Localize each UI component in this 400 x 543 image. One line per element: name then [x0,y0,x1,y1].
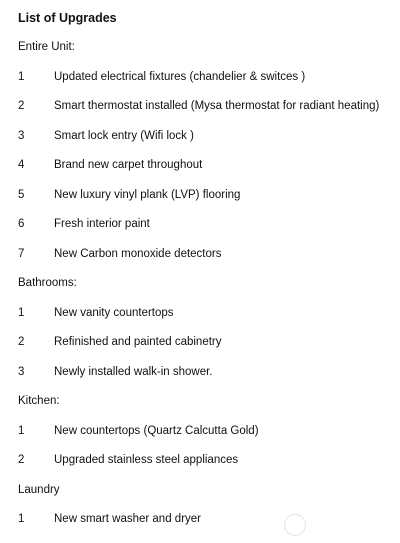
section-heading-kitchen: Kitchen: [18,395,60,407]
list-item [18,69,390,85]
item-number: 2 [18,454,25,466]
item-text: Fresh interior paint [54,218,150,230]
list-item [18,334,390,350]
item-text: New countertops (Quartz Calcutta Gold) [54,424,259,437]
list-item [18,452,390,468]
item-number: 4 [18,159,25,171]
document-page [18,10,390,527]
item-number: 1 [18,513,25,525]
section-heading-laundry: Laundry [18,483,60,496]
list-item [18,246,390,262]
list-item [18,187,390,203]
item-text: Updated electrical fixtures (chandelier & switces ) [54,70,306,83]
list-item [18,423,390,439]
item-number: 3 [18,365,25,378]
item-text: Refinished and painted cabinetry [54,336,222,348]
section-heading-entire-unit: Entire Unit: [18,41,75,53]
item-text: New vanity countertops [54,306,174,319]
item-number: 3 [18,129,25,142]
item-text: New smart washer and dryer [54,513,201,525]
document-title: List of Upgrades [18,11,117,25]
list-item [18,157,390,173]
item-number: 5 [18,188,25,201]
item-text: Newly installed walk-in shower. [54,365,213,378]
item-text: New Carbon monoxide detectors [54,247,222,260]
item-text: Smart thermostat installed (Mysa thermostat for radiant heating) [54,100,380,112]
list-item [18,216,390,232]
section-heading-bathrooms: Bathrooms: [18,277,77,289]
item-number: 1 [18,424,25,437]
list-item [18,305,390,321]
item-number: 1 [18,306,25,319]
list-item [18,98,390,114]
list-item [18,128,390,144]
item-number: 7 [18,247,25,260]
item-text: Upgraded stainless steel appliances [54,454,239,466]
scroll-indicator-circle[interactable] [284,514,306,536]
item-text: Brand new carpet throughout [54,159,203,171]
item-text: Smart lock entry (Wifi lock ) [54,129,194,142]
item-text: New luxury vinyl plank (LVP) flooring [54,188,241,201]
item-number: 2 [18,336,25,348]
item-number: 2 [18,100,25,112]
list-item [18,511,390,527]
item-number: 6 [18,218,25,230]
list-item [18,364,390,380]
item-number: 1 [18,70,25,83]
